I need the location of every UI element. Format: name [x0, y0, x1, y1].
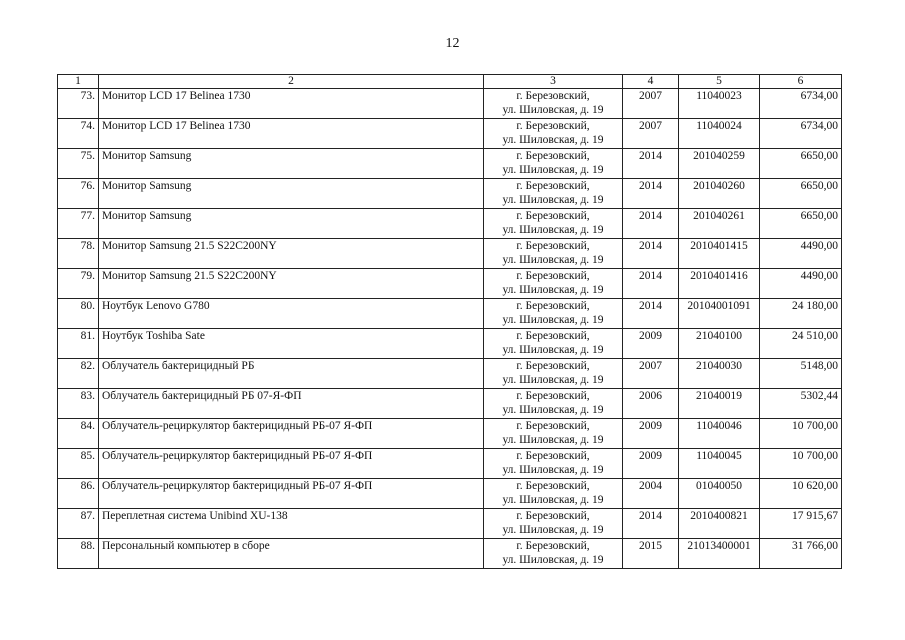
address-street: ул. Шиловская, д. 19	[502, 194, 604, 206]
address-street: ул. Шиловская, д. 19	[502, 254, 604, 266]
row-number: 84.	[58, 419, 99, 449]
address-city: г. Березовский,	[516, 240, 590, 252]
row-number: 73.	[58, 89, 99, 119]
inventory-number: 21040030	[679, 359, 760, 389]
address-street: ул. Шиловская, д. 19	[502, 524, 604, 536]
item-name: Монитор LCD 17 Belinea 1730	[99, 89, 484, 119]
item-name: Персональный компьютер в сборе	[99, 539, 484, 569]
address-street: ул. Шиловская, д. 19	[502, 554, 604, 566]
item-address	[484, 479, 623, 509]
item-cost: 6734,00	[760, 119, 842, 149]
item-address	[484, 389, 623, 419]
row-number: 77.	[58, 209, 99, 239]
item-name: Ноутбук Lenovo G780	[99, 299, 484, 329]
item-name: Облучатель-рециркулятор бактерицидный РБ-07 Я-ФП	[99, 419, 484, 449]
item-address	[484, 149, 623, 179]
item-address	[484, 179, 623, 209]
item-year: 2014	[623, 269, 679, 299]
item-name: Монитор Samsung	[99, 149, 484, 179]
item-cost: 4490,00	[760, 269, 842, 299]
address-city: г. Березовский,	[516, 180, 590, 192]
item-name: Облучатель бактерицидный РБ 07-Я-ФП	[99, 389, 484, 419]
header-col-1: 1	[58, 75, 99, 89]
item-address	[484, 209, 623, 239]
address-city: г. Березовский,	[516, 480, 590, 492]
item-name: Облучатель бактерицидный РБ	[99, 359, 484, 389]
item-address	[484, 239, 623, 269]
inventory-number: 2010401415	[679, 239, 760, 269]
row-number: 76.	[58, 179, 99, 209]
table-row	[58, 179, 842, 209]
item-year: 2014	[623, 299, 679, 329]
page-number: 12	[445, 36, 460, 51]
item-year: 2007	[623, 89, 679, 119]
address-city: г. Березовский,	[516, 540, 590, 552]
table-row	[58, 299, 842, 329]
item-name: Монитор Samsung	[99, 179, 484, 209]
item-name: Монитор Samsung	[99, 209, 484, 239]
address-street: ул. Шиловская, д. 19	[502, 284, 604, 296]
table-row	[58, 419, 842, 449]
table-row	[58, 269, 842, 299]
table-row	[58, 479, 842, 509]
address-street: ул. Шиловская, д. 19	[502, 104, 604, 116]
item-year: 2004	[623, 479, 679, 509]
inventory-table	[57, 74, 842, 569]
inventory-number: 201040261	[679, 209, 760, 239]
item-name: Монитор LCD 17 Belinea 1730	[99, 119, 484, 149]
inventory-number: 21040100	[679, 329, 760, 359]
row-number: 83.	[58, 389, 99, 419]
row-number: 86.	[58, 479, 99, 509]
item-year: 2009	[623, 329, 679, 359]
table-row	[58, 239, 842, 269]
item-name: Монитор Samsung 21.5 S22C200NY	[99, 269, 484, 299]
item-cost: 17 915,67	[760, 509, 842, 539]
inventory-number: 2010400821	[679, 509, 760, 539]
row-number: 81.	[58, 329, 99, 359]
item-address	[484, 509, 623, 539]
address-city: г. Березовский,	[516, 270, 590, 282]
address-city: г. Березовский,	[516, 120, 590, 132]
inventory-number: 20104001091	[679, 299, 760, 329]
item-address	[484, 359, 623, 389]
inventory-number: 21040019	[679, 389, 760, 419]
inventory-number: 11040046	[679, 419, 760, 449]
row-number: 78.	[58, 239, 99, 269]
item-year: 2007	[623, 359, 679, 389]
inventory-number: 2010401416	[679, 269, 760, 299]
row-number: 82.	[58, 359, 99, 389]
item-address	[484, 329, 623, 359]
item-address	[484, 299, 623, 329]
address-city: г. Березовский,	[516, 450, 590, 462]
header-col-2: 2	[99, 75, 484, 89]
address-city: г. Березовский,	[516, 210, 590, 222]
table-row	[58, 209, 842, 239]
item-address	[484, 89, 623, 119]
item-year: 2006	[623, 389, 679, 419]
item-year: 2014	[623, 209, 679, 239]
address-street: ул. Шиловская, д. 19	[502, 134, 604, 146]
table-row	[58, 149, 842, 179]
item-cost: 6734,00	[760, 89, 842, 119]
item-cost: 5148,00	[760, 359, 842, 389]
item-cost: 10 700,00	[760, 449, 842, 479]
item-year: 2009	[623, 419, 679, 449]
item-cost: 6650,00	[760, 149, 842, 179]
inventory-number: 11040023	[679, 89, 760, 119]
header-col-3: 3	[484, 75, 623, 89]
address-city: г. Березовский,	[516, 360, 590, 372]
item-year: 2014	[623, 509, 679, 539]
address-street: ул. Шиловская, д. 19	[502, 494, 604, 506]
item-address	[484, 119, 623, 149]
item-year: 2014	[623, 149, 679, 179]
address-street: ул. Шиловская, д. 19	[502, 374, 604, 386]
header-col-4: 4	[623, 75, 679, 89]
item-cost: 31 766,00	[760, 539, 842, 569]
table-row	[58, 89, 842, 119]
row-number: 88.	[58, 539, 99, 569]
item-cost: 6650,00	[760, 209, 842, 239]
row-number: 85.	[58, 449, 99, 479]
table-row	[58, 359, 842, 389]
address-street: ул. Шиловская, д. 19	[502, 344, 604, 356]
item-name: Ноутбук Toshiba Sate	[99, 329, 484, 359]
table-row	[58, 389, 842, 419]
row-number: 79.	[58, 269, 99, 299]
item-cost: 6650,00	[760, 179, 842, 209]
row-number: 87.	[58, 509, 99, 539]
address-street: ул. Шиловская, д. 19	[502, 464, 604, 476]
item-year: 2014	[623, 239, 679, 269]
table-row	[58, 329, 842, 359]
table-header	[58, 75, 842, 89]
inventory-number: 201040259	[679, 149, 760, 179]
address-street: ул. Шиловская, д. 19	[502, 404, 604, 416]
item-year: 2015	[623, 539, 679, 569]
inventory-number: 201040260	[679, 179, 760, 209]
address-city: г. Березовский,	[516, 510, 590, 522]
address-city: г. Березовский,	[516, 150, 590, 162]
item-year: 2009	[623, 449, 679, 479]
item-address	[484, 269, 623, 299]
address-street: ул. Шиловская, д. 19	[502, 164, 604, 176]
address-city: г. Березовский,	[516, 300, 590, 312]
row-number: 75.	[58, 149, 99, 179]
item-name: Облучатель-рециркулятор бактерицидный РБ-07 Я-ФП	[99, 449, 484, 479]
item-address	[484, 419, 623, 449]
item-cost: 5302,44	[760, 389, 842, 419]
address-city: г. Березовский,	[516, 330, 590, 342]
header-col-6: 6	[760, 75, 842, 89]
item-cost: 10 700,00	[760, 419, 842, 449]
header-col-5: 5	[679, 75, 760, 89]
item-name: Монитор Samsung 21.5 S22C200NY	[99, 239, 484, 269]
item-name: Переплетная система Unibind XU-138	[99, 509, 484, 539]
address-street: ул. Шиловская, д. 19	[502, 314, 604, 326]
item-cost: 24 510,00	[760, 329, 842, 359]
table-row	[58, 539, 842, 569]
inventory-number: 11040045	[679, 449, 760, 479]
table-row	[58, 449, 842, 479]
item-address	[484, 539, 623, 569]
item-cost: 10 620,00	[760, 479, 842, 509]
header-row	[58, 75, 842, 89]
item-year: 2014	[623, 179, 679, 209]
inventory-number: 21013400001	[679, 539, 760, 569]
address-city: г. Березовский,	[516, 420, 590, 432]
row-number: 80.	[58, 299, 99, 329]
address-street: ул. Шиловская, д. 19	[502, 434, 604, 446]
item-address	[484, 449, 623, 479]
address-city: г. Березовский,	[516, 390, 590, 402]
inventory-number: 11040024	[679, 119, 760, 149]
address-street: ул. Шиловская, д. 19	[502, 224, 604, 236]
item-name: Облучатель-рециркулятор бактерицидный РБ-07 Я-ФП	[99, 479, 484, 509]
table-body	[58, 89, 842, 569]
inventory-number: 01040050	[679, 479, 760, 509]
item-cost: 24 180,00	[760, 299, 842, 329]
item-year: 2007	[623, 119, 679, 149]
table-row	[58, 509, 842, 539]
item-cost: 4490,00	[760, 239, 842, 269]
table-row	[58, 119, 842, 149]
row-number: 74.	[58, 119, 99, 149]
address-city: г. Березовский,	[516, 90, 590, 102]
